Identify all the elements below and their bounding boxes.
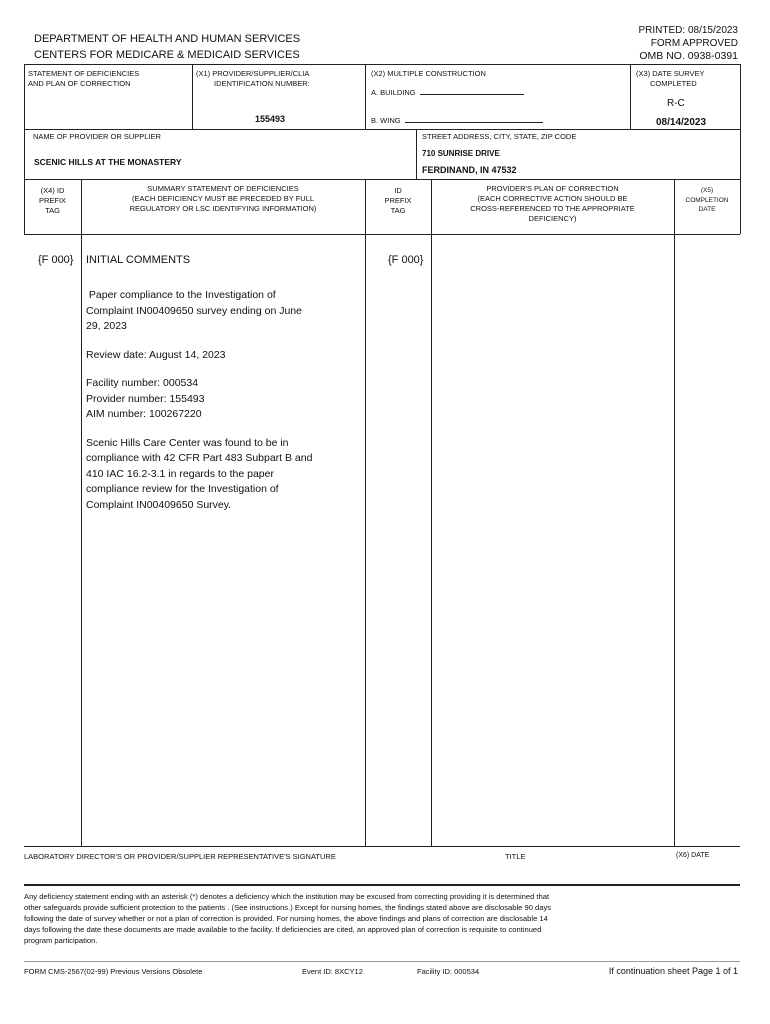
page-indicator: If continuation sheet Page 1 of 1 — [608, 966, 738, 976]
rule-columns-bottom — [24, 234, 740, 235]
x5-header-line-1: (X5) — [700, 187, 714, 194]
para1-line-3: 29, 2023 — [86, 320, 127, 332]
provider-name-label: NAME OF PROVIDER OR SUPPLIER — [33, 132, 161, 141]
entry-title: INITIAL COMMENTS — [86, 254, 191, 266]
rule-right — [740, 64, 741, 234]
plan-header-line-1: PROVIDER'S PLAN OF CORRECTION — [486, 184, 619, 193]
spacer — [86, 423, 362, 436]
x5-header-line-2: COMPLETION — [685, 196, 729, 204]
rule-top-div3 — [630, 64, 631, 129]
plan-header-line-3: CROSS-REFERENCED TO THE APPROPRIATE — [470, 204, 635, 213]
disclaimer-line-5: program participation. — [24, 936, 98, 945]
aim-number: AIM number: 100267220 — [86, 408, 202, 420]
x5-header-line-3: DATE — [698, 206, 716, 213]
id-prefix-header — [365, 186, 431, 216]
plan-header-line-2: (EACH CORRECTIVE ACTION SHOULD BE — [477, 194, 628, 203]
form-number: FORM CMS-2567(02-99) Previous Versions Obsolete — [24, 967, 203, 976]
x5-header — [674, 186, 740, 215]
rule-col2 — [365, 179, 366, 846]
rule-col3 — [431, 179, 432, 846]
id-header-line-1: ID — [394, 186, 402, 195]
summary-header-line-3: REGULATORY OR LSC IDENTIFYING INFORMATION) — [129, 204, 317, 213]
rule-col1 — [81, 179, 82, 846]
centers-title: CENTERS FOR MEDICARE & MEDICAID SERVICES — [34, 49, 300, 61]
street-address-label: STREET ADDRESS, CITY, STATE, ZIP CODE — [422, 132, 577, 141]
street-address: 710 SUNRISE DRIVE — [422, 149, 500, 158]
facility-number: Facility number: 000534 — [86, 377, 199, 389]
prefix-tag-right: {F 000} — [388, 254, 424, 266]
department-title: DEPARTMENT OF HEALTH AND HUMAN SERVICES — [34, 33, 301, 45]
provider-id-number: 155493 — [255, 114, 286, 124]
para2-line-3: 410 IAC 16.2-3.1 in regards to the paper — [86, 467, 274, 480]
x4-header-line-1: (X4) ID — [40, 186, 65, 195]
wing-field — [405, 114, 543, 123]
prefix-tag-left: {F 000} — [38, 254, 74, 266]
signature-label: LABORATORY DIRECTOR'S OR PROVIDER/SUPPLIER REPRESENTATIVE'S SIGNATURE — [24, 852, 336, 861]
para2-line-1: Scenic Hills Care Center was found to be in — [86, 436, 289, 449]
omb-number: OMB NO. 0938-0391 — [639, 50, 738, 62]
facility-id: Facility ID: 000534 — [417, 967, 480, 976]
x4-header-line-3: TAG — [45, 206, 60, 215]
provider-name: SCENIC HILLS AT THE MONASTERY — [34, 157, 182, 167]
id-header-line-3: TAG — [390, 206, 406, 215]
para1-line-2: Complaint IN00409650 survey ending on June — [86, 304, 302, 317]
x3-label-1: (X3) DATE SURVEY — [636, 69, 705, 78]
title-label: TITLE — [505, 852, 526, 861]
statement-label-1: STATEMENT OF DEFICIENCIES — [28, 69, 140, 78]
rule-provider-bottom — [24, 179, 740, 180]
building-field — [420, 86, 524, 95]
para1-line-1: Paper compliance to the Investigation of — [86, 289, 276, 301]
x6-date-label: (X6) DATE — [676, 852, 710, 859]
city-state-zip: FERDINAND, IN 47532 — [422, 165, 517, 175]
rule-top — [24, 64, 740, 65]
survey-code: R-C — [667, 98, 685, 109]
summary-header — [81, 184, 365, 214]
spacer — [86, 363, 362, 376]
review-date: Review date: August 14, 2023 — [86, 348, 226, 361]
x4-header — [24, 186, 81, 216]
plan-header-line-4: DEFICIENCY) — [528, 214, 577, 223]
para2-line-5: Complaint IN00409650 Survey. — [86, 498, 232, 511]
x1-label-1: (X1) PROVIDER/SUPPLIER/CLIA — [196, 69, 310, 78]
rule-col4 — [674, 179, 675, 846]
rule-top-box-bottom — [24, 129, 740, 130]
rule-top-div1 — [192, 64, 193, 129]
x3-label-2: COMPLETED — [650, 79, 697, 88]
form-approved: FORM APPROVED — [650, 38, 738, 49]
summary-header-line-2: (EACH DEFICIENCY MUST BE PRECEDED BY FULL — [131, 194, 315, 203]
spacer — [86, 335, 362, 348]
provider-number: Provider number: 155493 — [86, 392, 205, 405]
wing-label-text: B. WING — [371, 116, 401, 125]
para2-line-4: compliance review for the Investigation of — [86, 483, 279, 495]
event-id: Event ID: 8XCY12 — [302, 967, 363, 976]
para2-line-2: compliance with 42 CFR Part 483 Subpart B and — [86, 452, 313, 464]
statement-label-2: AND PLAN OF CORRECTION — [28, 79, 131, 88]
building-label — [371, 86, 524, 98]
rule-signature-bottom — [24, 884, 740, 886]
survey-completed-date: 08/14/2023 — [656, 117, 707, 128]
x1-label-2: IDENTIFICATION NUMBER: — [214, 79, 310, 88]
disclaimer-line-4: days following the date these documents are made available to the facility. If deficiencies are cited, an approved plan of correction is requisite to continued — [24, 925, 542, 934]
building-label-text: A. BUILDING — [371, 88, 416, 97]
disclaimer-line-3: following the date of survey whether or not a plan of correction is provided. For nursing homes, the above findings and plans of correction are disclosable 14 — [24, 914, 548, 923]
printed-date: PRINTED: 08/15/2023 — [638, 25, 738, 36]
x2-label: (X2) MULTIPLE CONSTRUCTION — [371, 69, 486, 78]
id-header-line-2: PREFIX — [384, 196, 412, 205]
rule-top-div2 — [365, 64, 366, 129]
rule-footer-top — [24, 961, 740, 962]
rule-provider-div — [416, 129, 417, 179]
entry-body — [86, 288, 362, 513]
disclaimer-line-1: Any deficiency statement ending with an asterisk (*) denotes a deficiency which the institution may be excused from correcting providing it is determined that — [24, 892, 550, 901]
disclaimer — [24, 891, 740, 946]
wing-label — [371, 114, 543, 126]
summary-header-line-1: SUMMARY STATEMENT OF DEFICIENCIES — [147, 184, 299, 193]
rule-body-bottom — [24, 846, 740, 847]
plan-header — [431, 184, 674, 224]
disclaimer-line-2: other safeguards provide sufficient protection to the patients . (See instructions.) Except for nursing homes, the findings stated above are disclosable 90 days — [24, 903, 552, 912]
x4-header-line-2: PREFIX — [38, 196, 67, 205]
